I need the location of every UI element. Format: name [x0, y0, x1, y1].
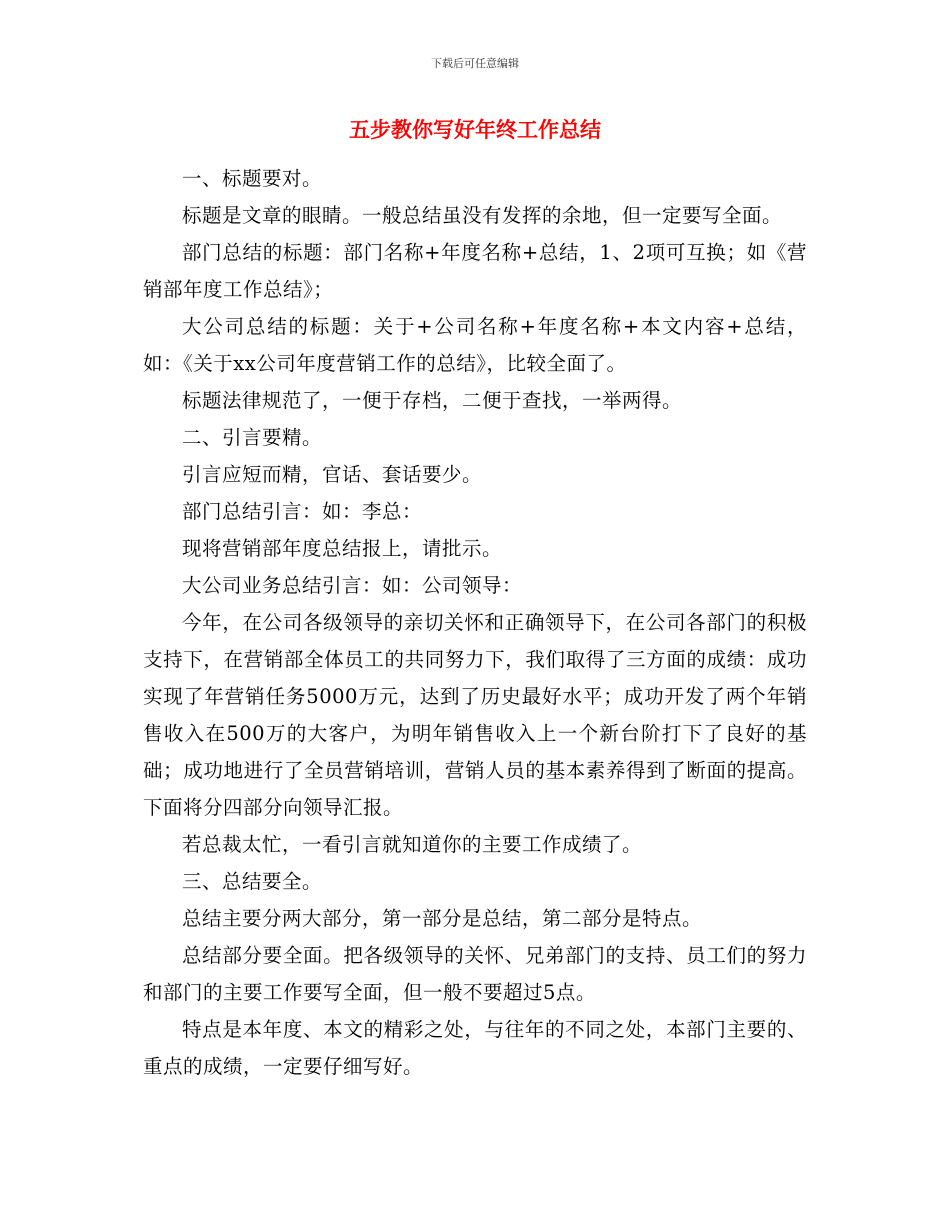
paragraph: 标题是文章的眼睛。一般总结虽没有发挥的余地，但一定要写全面。 — [182, 204, 783, 227]
paragraph: 总结主要分两大部分，第一部分是总结，第二部分是特点。 — [182, 907, 703, 930]
paragraph: 部门总结的标题：部门名称+年度名称+总结，1、2项可互换；如《营销部年度工作总结》； — [143, 241, 807, 301]
paragraph: 今年，在公司各级领导的亲切关怀和正确领导下，在公司各部门的积极支持下，在营销部全体员工的共同努力下，我们取得了三方面的成绩：成功实现了年营销任务5000万元，达到了历史最好水平；成功开发了两个年销售收入在500万的大客户，为明年销售收入上一个新台阶打下了良好的基础；成功地进行了全员营销培训，营销人员的基本素养得到了断面的提高。下面将分四部分向领导汇报。 — [143, 611, 807, 819]
paragraph: 标题法律规范了，一便于存档，二便于查找，一举两得。 — [182, 389, 683, 412]
document-title: 五步教你写好年终工作总结 — [349, 118, 601, 142]
paragraph: 大公司业务总结引言：如：公司领导： — [182, 574, 523, 597]
paragraph: 引言应短而精，官话、套话要少。 — [182, 463, 483, 486]
paragraph: 若总裁太忙，一看引言就知道你的主要工作成绩了。 — [182, 833, 643, 856]
paragraph: 二、引言要精。 — [182, 426, 323, 449]
page-header-note: 下载后可任意编辑 — [431, 57, 519, 70]
paragraph: 大公司总结的标题：关于+公司名称+年度名称+本文内容+总结，如：《关于xx公司年度营销工作的总结》，比较全面了。 — [143, 315, 807, 375]
paragraph: 一、标题要对。 — [182, 167, 323, 190]
document-body — [143, 160, 807, 1085]
paragraph: 现将营销部年度总结报上，请批示。 — [182, 537, 503, 560]
paragraph: 三、总结要全。 — [182, 870, 323, 893]
paragraph: 总结部分要全面。把各级领导的关怀、兄弟部门的支持、员工们的努力和部门的主要工作要写全面，但一般不要超过5点。 — [143, 944, 807, 1004]
paragraph: 特点是本年度、本文的精彩之处，与往年的不同之处，本部门主要的、重点的成绩，一定要仔细写好。 — [143, 1018, 807, 1078]
paragraph: 部门总结引言：如：李总： — [182, 500, 423, 523]
